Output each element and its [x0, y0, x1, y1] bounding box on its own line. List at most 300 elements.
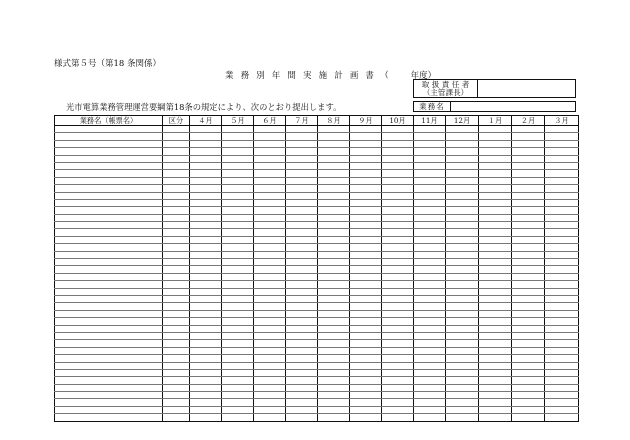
- table-cell[interactable]: [545, 177, 579, 184]
- table-cell[interactable]: [222, 295, 254, 302]
- table-cell[interactable]: [254, 406, 286, 413]
- table-cell[interactable]: [350, 170, 382, 177]
- table-cell[interactable]: [163, 295, 190, 302]
- table-cell[interactable]: [222, 259, 254, 266]
- table-cell[interactable]: [318, 199, 350, 206]
- table-cell[interactable]: [163, 222, 190, 229]
- table-cell[interactable]: [446, 126, 479, 133]
- table-cell[interactable]: [190, 369, 222, 376]
- table-cell[interactable]: [446, 148, 479, 155]
- table-cell[interactable]: [479, 340, 512, 347]
- table-cell[interactable]: [350, 384, 382, 391]
- table-cell[interactable]: [318, 170, 350, 177]
- table-cell[interactable]: [190, 199, 222, 206]
- table-cell[interactable]: [254, 347, 286, 354]
- table-cell[interactable]: [254, 392, 286, 399]
- table-cell[interactable]: [545, 140, 579, 147]
- table-cell[interactable]: [479, 318, 512, 325]
- table-cell[interactable]: [190, 140, 222, 147]
- table-cell[interactable]: [382, 199, 414, 206]
- table-cell[interactable]: [286, 347, 318, 354]
- table-cell[interactable]: [545, 170, 579, 177]
- table-cell[interactable]: [222, 236, 254, 243]
- table-cell[interactable]: [382, 259, 414, 266]
- table-cell[interactable]: [479, 251, 512, 258]
- table-cell[interactable]: [350, 162, 382, 169]
- table-cell[interactable]: [414, 244, 446, 251]
- table-cell[interactable]: [163, 126, 190, 133]
- table-cell[interactable]: [446, 177, 479, 184]
- table-cell[interactable]: [163, 251, 190, 258]
- table-cell[interactable]: [55, 332, 163, 339]
- table-cell[interactable]: [545, 399, 579, 406]
- table-cell[interactable]: [55, 288, 163, 295]
- table-cell[interactable]: [446, 266, 479, 273]
- table-cell[interactable]: [318, 288, 350, 295]
- table-cell[interactable]: [414, 214, 446, 221]
- table-cell[interactable]: [55, 207, 163, 214]
- table-cell[interactable]: [318, 325, 350, 332]
- table-cell[interactable]: [512, 399, 545, 406]
- table-cell[interactable]: [286, 295, 318, 302]
- table-cell[interactable]: [512, 236, 545, 243]
- table-cell[interactable]: [382, 266, 414, 273]
- table-cell[interactable]: [55, 340, 163, 347]
- table-cell[interactable]: [190, 332, 222, 339]
- table-cell[interactable]: [350, 369, 382, 376]
- table-cell[interactable]: [382, 207, 414, 214]
- table-cell[interactable]: [190, 251, 222, 258]
- table-cell[interactable]: [190, 207, 222, 214]
- table-cell[interactable]: [512, 392, 545, 399]
- table-cell[interactable]: [382, 303, 414, 310]
- table-cell[interactable]: [512, 414, 545, 421]
- table-cell[interactable]: [286, 362, 318, 369]
- table-cell[interactable]: [382, 392, 414, 399]
- table-cell[interactable]: [414, 266, 446, 273]
- table-cell[interactable]: [545, 355, 579, 362]
- table-cell[interactable]: [512, 377, 545, 384]
- table-cell[interactable]: [55, 325, 163, 332]
- table-cell[interactable]: [479, 140, 512, 147]
- table-cell[interactable]: [318, 310, 350, 317]
- table-cell[interactable]: [446, 133, 479, 140]
- table-cell[interactable]: [446, 392, 479, 399]
- table-cell[interactable]: [479, 369, 512, 376]
- table-cell[interactable]: [350, 325, 382, 332]
- table-cell[interactable]: [446, 244, 479, 251]
- table-cell[interactable]: [286, 392, 318, 399]
- table-cell[interactable]: [190, 229, 222, 236]
- table-cell[interactable]: [479, 392, 512, 399]
- table-cell[interactable]: [222, 133, 254, 140]
- table-cell[interactable]: [479, 347, 512, 354]
- table-cell[interactable]: [512, 266, 545, 273]
- table-cell[interactable]: [545, 259, 579, 266]
- table-cell[interactable]: [479, 281, 512, 288]
- table-cell[interactable]: [318, 229, 350, 236]
- table-cell[interactable]: [350, 266, 382, 273]
- table-cell[interactable]: [414, 162, 446, 169]
- table-cell[interactable]: [446, 399, 479, 406]
- table-cell[interactable]: [350, 126, 382, 133]
- table-cell[interactable]: [545, 236, 579, 243]
- table-cell[interactable]: [55, 199, 163, 206]
- table-cell[interactable]: [222, 325, 254, 332]
- table-cell[interactable]: [190, 295, 222, 302]
- table-cell[interactable]: [446, 355, 479, 362]
- table-cell[interactable]: [318, 177, 350, 184]
- table-cell[interactable]: [446, 318, 479, 325]
- table-cell[interactable]: [163, 177, 190, 184]
- table-cell[interactable]: [414, 318, 446, 325]
- table-cell[interactable]: [479, 126, 512, 133]
- table-cell[interactable]: [163, 377, 190, 384]
- table-cell[interactable]: [479, 414, 512, 421]
- table-cell[interactable]: [254, 251, 286, 258]
- table-cell[interactable]: [545, 392, 579, 399]
- table-cell[interactable]: [318, 347, 350, 354]
- table-cell[interactable]: [55, 185, 163, 192]
- table-cell[interactable]: [512, 347, 545, 354]
- table-cell[interactable]: [446, 192, 479, 199]
- table-cell[interactable]: [254, 377, 286, 384]
- table-cell[interactable]: [286, 310, 318, 317]
- table-cell[interactable]: [545, 162, 579, 169]
- table-cell[interactable]: [254, 148, 286, 155]
- table-cell[interactable]: [545, 222, 579, 229]
- table-cell[interactable]: [382, 295, 414, 302]
- table-cell[interactable]: [446, 155, 479, 162]
- table-cell[interactable]: [163, 310, 190, 317]
- table-cell[interactable]: [222, 222, 254, 229]
- table-cell[interactable]: [163, 303, 190, 310]
- table-cell[interactable]: [318, 392, 350, 399]
- table-cell[interactable]: [190, 126, 222, 133]
- table-cell[interactable]: [163, 155, 190, 162]
- table-cell[interactable]: [512, 369, 545, 376]
- table-cell[interactable]: [350, 177, 382, 184]
- table-cell[interactable]: [382, 384, 414, 391]
- table-cell[interactable]: [190, 325, 222, 332]
- table-cell[interactable]: [318, 185, 350, 192]
- table-cell[interactable]: [55, 126, 163, 133]
- table-cell[interactable]: [545, 214, 579, 221]
- table-cell[interactable]: [350, 399, 382, 406]
- table-cell[interactable]: [545, 369, 579, 376]
- table-cell[interactable]: [414, 295, 446, 302]
- table-cell[interactable]: [446, 414, 479, 421]
- table-cell[interactable]: [545, 347, 579, 354]
- table-cell[interactable]: [55, 414, 163, 421]
- table-cell[interactable]: [190, 170, 222, 177]
- table-cell[interactable]: [318, 414, 350, 421]
- table-cell[interactable]: [446, 229, 479, 236]
- table-cell[interactable]: [163, 399, 190, 406]
- table-cell[interactable]: [190, 236, 222, 243]
- table-cell[interactable]: [286, 162, 318, 169]
- table-cell[interactable]: [318, 140, 350, 147]
- table-cell[interactable]: [512, 406, 545, 413]
- table-cell[interactable]: [350, 199, 382, 206]
- table-cell[interactable]: [350, 414, 382, 421]
- table-cell[interactable]: [479, 207, 512, 214]
- table-cell[interactable]: [350, 133, 382, 140]
- table-cell[interactable]: [254, 199, 286, 206]
- table-cell[interactable]: [190, 281, 222, 288]
- table-cell[interactable]: [545, 295, 579, 302]
- table-cell[interactable]: [163, 392, 190, 399]
- table-cell[interactable]: [414, 399, 446, 406]
- table-cell[interactable]: [512, 185, 545, 192]
- table-cell[interactable]: [382, 222, 414, 229]
- table-cell[interactable]: [286, 170, 318, 177]
- table-cell[interactable]: [414, 236, 446, 243]
- table-cell[interactable]: [222, 207, 254, 214]
- table-cell[interactable]: [254, 162, 286, 169]
- table-cell[interactable]: [479, 310, 512, 317]
- table-cell[interactable]: [545, 281, 579, 288]
- table-cell[interactable]: [190, 185, 222, 192]
- table-cell[interactable]: [382, 318, 414, 325]
- table-cell[interactable]: [55, 177, 163, 184]
- table-cell[interactable]: [286, 384, 318, 391]
- table-cell[interactable]: [512, 162, 545, 169]
- table-cell[interactable]: [286, 185, 318, 192]
- table-cell[interactable]: [163, 259, 190, 266]
- table-cell[interactable]: [190, 266, 222, 273]
- table-cell[interactable]: [545, 303, 579, 310]
- table-cell[interactable]: [55, 236, 163, 243]
- table-cell[interactable]: [414, 310, 446, 317]
- table-cell[interactable]: [163, 318, 190, 325]
- table-cell[interactable]: [286, 155, 318, 162]
- table-cell[interactable]: [414, 303, 446, 310]
- table-cell[interactable]: [414, 199, 446, 206]
- table-cell[interactable]: [479, 332, 512, 339]
- table-cell[interactable]: [414, 251, 446, 258]
- table-cell[interactable]: [545, 325, 579, 332]
- table-cell[interactable]: [254, 222, 286, 229]
- table-cell[interactable]: [222, 406, 254, 413]
- table-cell[interactable]: [512, 207, 545, 214]
- table-cell[interactable]: [414, 229, 446, 236]
- table-cell[interactable]: [350, 355, 382, 362]
- table-cell[interactable]: [414, 325, 446, 332]
- table-cell[interactable]: [479, 384, 512, 391]
- table-cell[interactable]: [318, 162, 350, 169]
- table-cell[interactable]: [318, 207, 350, 214]
- table-cell[interactable]: [55, 310, 163, 317]
- table-cell[interactable]: [55, 192, 163, 199]
- table-cell[interactable]: [479, 259, 512, 266]
- table-cell[interactable]: [55, 214, 163, 221]
- table-cell[interactable]: [479, 192, 512, 199]
- table-cell[interactable]: [55, 392, 163, 399]
- table-cell[interactable]: [414, 259, 446, 266]
- table-cell[interactable]: [350, 288, 382, 295]
- table-cell[interactable]: [55, 384, 163, 391]
- table-cell[interactable]: [350, 406, 382, 413]
- table-cell[interactable]: [446, 340, 479, 347]
- table-cell[interactable]: [254, 340, 286, 347]
- table-cell[interactable]: [382, 377, 414, 384]
- table-cell[interactable]: [222, 384, 254, 391]
- table-cell[interactable]: [545, 266, 579, 273]
- table-cell[interactable]: [163, 170, 190, 177]
- table-cell[interactable]: [545, 332, 579, 339]
- table-cell[interactable]: [479, 185, 512, 192]
- table-cell[interactable]: [222, 148, 254, 155]
- table-cell[interactable]: [190, 340, 222, 347]
- table-cell[interactable]: [446, 303, 479, 310]
- table-cell[interactable]: [254, 310, 286, 317]
- table-cell[interactable]: [286, 303, 318, 310]
- table-cell[interactable]: [382, 281, 414, 288]
- table-cell[interactable]: [479, 148, 512, 155]
- table-cell[interactable]: [254, 399, 286, 406]
- table-cell[interactable]: [222, 332, 254, 339]
- table-cell[interactable]: [512, 355, 545, 362]
- table-cell[interactable]: [163, 185, 190, 192]
- table-cell[interactable]: [222, 162, 254, 169]
- table-cell[interactable]: [382, 251, 414, 258]
- table-cell[interactable]: [286, 399, 318, 406]
- table-cell[interactable]: [446, 384, 479, 391]
- table-cell[interactable]: [350, 392, 382, 399]
- table-cell[interactable]: [512, 340, 545, 347]
- table-cell[interactable]: [163, 362, 190, 369]
- table-cell[interactable]: [163, 273, 190, 280]
- table-cell[interactable]: [254, 170, 286, 177]
- table-cell[interactable]: [163, 140, 190, 147]
- table-cell[interactable]: [350, 251, 382, 258]
- table-cell[interactable]: [382, 332, 414, 339]
- table-cell[interactable]: [318, 362, 350, 369]
- table-cell[interactable]: [222, 414, 254, 421]
- table-cell[interactable]: [222, 288, 254, 295]
- table-cell[interactable]: [350, 192, 382, 199]
- table-cell[interactable]: [190, 310, 222, 317]
- table-cell[interactable]: [350, 332, 382, 339]
- table-cell[interactable]: [55, 155, 163, 162]
- table-cell[interactable]: [318, 251, 350, 258]
- table-cell[interactable]: [163, 288, 190, 295]
- table-cell[interactable]: [350, 148, 382, 155]
- table-cell[interactable]: [446, 207, 479, 214]
- table-cell[interactable]: [350, 377, 382, 384]
- table-cell[interactable]: [254, 207, 286, 214]
- table-cell[interactable]: [318, 406, 350, 413]
- table-cell[interactable]: [254, 133, 286, 140]
- table-cell[interactable]: [414, 273, 446, 280]
- table-cell[interactable]: [512, 140, 545, 147]
- table-cell[interactable]: [479, 399, 512, 406]
- table-cell[interactable]: [222, 355, 254, 362]
- table-cell[interactable]: [222, 310, 254, 317]
- table-cell[interactable]: [446, 310, 479, 317]
- table-cell[interactable]: [512, 281, 545, 288]
- table-cell[interactable]: [254, 281, 286, 288]
- table-cell[interactable]: [446, 288, 479, 295]
- table-cell[interactable]: [382, 355, 414, 362]
- table-cell[interactable]: [55, 162, 163, 169]
- table-cell[interactable]: [414, 185, 446, 192]
- table-cell[interactable]: [318, 384, 350, 391]
- table-cell[interactable]: [414, 281, 446, 288]
- table-cell[interactable]: [446, 214, 479, 221]
- table-cell[interactable]: [414, 384, 446, 391]
- table-cell[interactable]: [512, 148, 545, 155]
- table-cell[interactable]: [55, 369, 163, 376]
- table-cell[interactable]: [254, 177, 286, 184]
- table-cell[interactable]: [286, 369, 318, 376]
- table-cell[interactable]: [382, 148, 414, 155]
- table-cell[interactable]: [55, 259, 163, 266]
- table-cell[interactable]: [446, 259, 479, 266]
- table-cell[interactable]: [222, 347, 254, 354]
- table-cell[interactable]: [286, 133, 318, 140]
- table-cell[interactable]: [286, 325, 318, 332]
- table-cell[interactable]: [318, 244, 350, 251]
- table-cell[interactable]: [254, 384, 286, 391]
- table-cell[interactable]: [222, 318, 254, 325]
- table-cell[interactable]: [190, 155, 222, 162]
- table-cell[interactable]: [286, 406, 318, 413]
- table-cell[interactable]: [479, 355, 512, 362]
- table-cell[interactable]: [55, 295, 163, 302]
- table-cell[interactable]: [545, 244, 579, 251]
- table-cell[interactable]: [55, 222, 163, 229]
- table-cell[interactable]: [350, 155, 382, 162]
- table-cell[interactable]: [512, 259, 545, 266]
- table-cell[interactable]: [414, 207, 446, 214]
- table-cell[interactable]: [163, 192, 190, 199]
- table-cell[interactable]: [414, 148, 446, 155]
- table-cell[interactable]: [414, 155, 446, 162]
- table-cell[interactable]: [479, 377, 512, 384]
- table-cell[interactable]: [254, 355, 286, 362]
- table-cell[interactable]: [254, 214, 286, 221]
- table-cell[interactable]: [512, 177, 545, 184]
- table-cell[interactable]: [318, 126, 350, 133]
- table-cell[interactable]: [446, 199, 479, 206]
- table-cell[interactable]: [545, 126, 579, 133]
- table-cell[interactable]: [222, 244, 254, 251]
- table-cell[interactable]: [318, 266, 350, 273]
- table-cell[interactable]: [222, 266, 254, 273]
- table-cell[interactable]: [254, 318, 286, 325]
- table-cell[interactable]: [222, 273, 254, 280]
- table-cell[interactable]: [190, 347, 222, 354]
- table-cell[interactable]: [382, 369, 414, 376]
- table-cell[interactable]: [286, 229, 318, 236]
- table-cell[interactable]: [318, 369, 350, 376]
- table-cell[interactable]: [479, 214, 512, 221]
- table-cell[interactable]: [254, 288, 286, 295]
- table-cell[interactable]: [318, 259, 350, 266]
- table-cell[interactable]: [382, 362, 414, 369]
- table-cell[interactable]: [286, 266, 318, 273]
- table-cell[interactable]: [254, 259, 286, 266]
- table-cell[interactable]: [222, 377, 254, 384]
- table-cell[interactable]: [190, 148, 222, 155]
- table-cell[interactable]: [545, 185, 579, 192]
- table-cell[interactable]: [414, 133, 446, 140]
- table-cell[interactable]: [414, 362, 446, 369]
- table-cell[interactable]: [254, 126, 286, 133]
- table-cell[interactable]: [545, 310, 579, 317]
